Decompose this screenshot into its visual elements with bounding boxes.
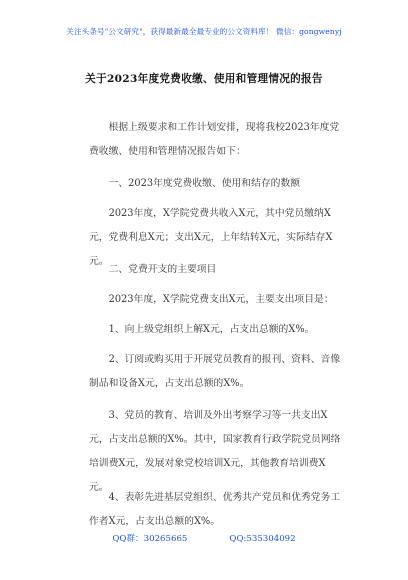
heading-section-1: 一、2023年度党费收缴、使用和结存的数额	[108, 178, 301, 189]
footer-qq: QQ:535304092	[229, 534, 296, 544]
list-item-3: 3、党员的教育、培训及外出考察学习等一共支出X元，占支出总额的X%。其中，国家教育行政学院党员网络培训费X元，发展对象党校培训X元，其他教育培训费X元。	[89, 410, 341, 493]
header-note: 关注头条号"公文研究"，获得最新最全最专业的公文资料库！ 微信：gongwenyj	[66, 27, 342, 36]
paragraph-expenditure: 2023年度，X学院党费支出X元，主要支出项目是：	[108, 294, 334, 305]
list-item-1: 1、向上级党组织上解X元，占支出总额的X%。	[108, 324, 315, 335]
footer-contacts	[0, 532, 408, 544]
list-item-2: 2、订阅或购买用于开展党员教育的报刊、资料、音像制品和设备X元，占支出总额的X%。	[89, 354, 341, 389]
heading-section-2: 二、党费开支的主要项目	[108, 264, 217, 275]
footer-qq-group: QQ群：30265665	[112, 534, 188, 544]
paragraph-intro: 根据上级要求和工作计划安排，现将我校2023年度党费收缴、使用和管理情况报告如下：	[89, 122, 340, 157]
document-title: 关于2023年度党费收缴、使用和管理情况的报告	[85, 73, 323, 85]
paragraph-income: 2023年度，X学院党费共收入X元，其中党员缴纳X元，党费利息X元；支出X元，上年结转X元，实际结存X元。	[89, 208, 333, 267]
list-item-4: 4、表彰先进基层党组织、优秀共产党员和优秀党务工作者X元，占支出总额的X%。	[89, 492, 341, 527]
